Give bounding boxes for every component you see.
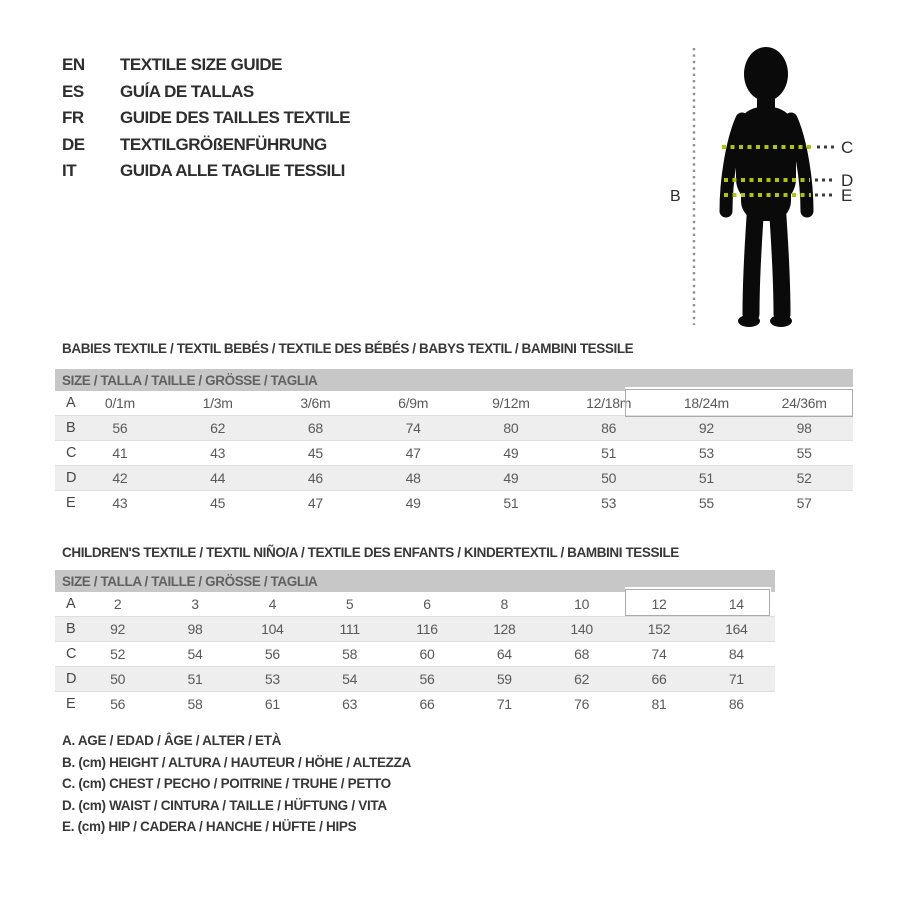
table-cell: 51 xyxy=(503,495,519,511)
table-cell: 61 xyxy=(264,696,280,712)
table-cell: 12 xyxy=(651,596,667,612)
language-title: TEXTILE SIZE GUIDE xyxy=(120,55,282,75)
table-cell: 50 xyxy=(110,671,126,687)
list-item xyxy=(62,52,350,79)
legend-line-height: B. (cm) HEIGHT / ALTURA / HAUTEUR / HÖHE / ALTEZZA xyxy=(62,754,411,770)
table-cell: 4 xyxy=(268,596,277,612)
table-cell: 52 xyxy=(796,470,812,486)
table-cell: 104 xyxy=(261,621,284,637)
table-cell: 86 xyxy=(601,420,617,436)
table-row xyxy=(55,642,775,667)
table-cell: 81 xyxy=(651,696,667,712)
list-item xyxy=(62,105,350,132)
table-row xyxy=(55,491,853,516)
table-cell: 62 xyxy=(210,420,226,436)
table-cell: 56 xyxy=(419,671,435,687)
table-cell: 42 xyxy=(112,470,128,486)
table-cell: 164 xyxy=(725,621,748,637)
row-letter: C xyxy=(66,445,77,461)
list-item xyxy=(62,132,350,159)
waist-label: D xyxy=(841,171,854,190)
table-row xyxy=(55,667,775,692)
table-cell: 43 xyxy=(210,445,226,461)
table-cell: 49 xyxy=(503,445,519,461)
table-cell: 57 xyxy=(796,495,812,511)
table-cell: 58 xyxy=(187,696,203,712)
children-section-title: CHILDREN'S TEXTILE / TEXTIL NIÑO/A / TEXTILE DES ENFANTS / KINDERTEXTIL / BAMBINI TESSILE xyxy=(62,545,679,560)
table-cell: 111 xyxy=(339,621,360,637)
table-cell: 68 xyxy=(574,646,590,662)
table-row xyxy=(55,617,775,642)
language-title: GUÍA DE TALLAS xyxy=(120,81,254,101)
table-cell: 2 xyxy=(113,596,122,612)
table-cell: 14 xyxy=(728,596,744,612)
row-letter: E xyxy=(66,696,76,712)
measurement-legend xyxy=(62,733,411,841)
table-cell: 63 xyxy=(342,696,358,712)
table-cell: 98 xyxy=(187,621,203,637)
table-cell: 49 xyxy=(405,495,421,511)
table-cell: 45 xyxy=(307,445,323,461)
table-cell: 64 xyxy=(496,646,512,662)
row-letter: D xyxy=(66,470,77,486)
language-code: ES xyxy=(62,81,84,101)
row-letter: A xyxy=(66,596,76,612)
table-cell: 74 xyxy=(405,420,421,436)
language-code: FR xyxy=(62,108,84,128)
table-cell: 52 xyxy=(110,646,126,662)
table-cell: 116 xyxy=(416,621,438,637)
table-cell: 74 xyxy=(651,646,667,662)
table-row xyxy=(55,466,853,491)
table-cell: 50 xyxy=(601,470,617,486)
table-cell: 51 xyxy=(698,470,714,486)
row-letter: C xyxy=(66,646,77,662)
table-cell: 56 xyxy=(110,696,126,712)
size-header-label: SIZE / TALLA / TAILLE / GRÖSSE / TAGLIA xyxy=(62,573,318,589)
table-cell: 18/24m xyxy=(683,395,729,411)
row-letter: B xyxy=(66,420,76,436)
list-item xyxy=(62,79,350,106)
table-cell: 49 xyxy=(503,470,519,486)
table-cell: 47 xyxy=(405,445,421,461)
legend-line-hip: E. (cm) HIP / CADERA / HANCHE / HÜFTE / HIPS xyxy=(62,819,357,834)
language-code: EN xyxy=(62,55,85,75)
table-cell: 68 xyxy=(307,420,323,436)
table-cell: 80 xyxy=(503,420,519,436)
babies-section-title: BABIES TEXTILE / TEXTIL BEBÉS / TEXTILE DES BÉBÉS / BABYS TEXTIL / BAMBINI TESSILE xyxy=(62,341,634,356)
table-cell: 6/9m xyxy=(398,395,429,411)
child-measurement-diagram xyxy=(660,35,875,335)
table-cell: 53 xyxy=(601,495,617,511)
table-cell: 46 xyxy=(307,470,323,486)
table-cell: 12/18m xyxy=(586,395,632,411)
table-cell: 10 xyxy=(574,596,590,612)
table-cell: 71 xyxy=(496,696,512,712)
table-cell: 66 xyxy=(419,696,435,712)
table-cell: 152 xyxy=(647,621,671,637)
table-cell: 6 xyxy=(423,596,431,612)
language-title: GUIDE DES TAILLES TEXTILE xyxy=(120,108,350,128)
table-row xyxy=(55,416,853,441)
table-cell: 3 xyxy=(191,596,199,612)
table-cell: 1/3m xyxy=(202,395,233,411)
babies-highlight-box xyxy=(625,389,853,417)
table-cell: 128 xyxy=(493,621,516,637)
height-label: B xyxy=(670,188,681,205)
size-header-label: SIZE / TALLA / TAILLE / GRÖSSE / TAGLIA xyxy=(62,372,318,388)
table-cell: 43 xyxy=(112,495,128,511)
table-cell: 51 xyxy=(187,671,203,687)
table-cell: 54 xyxy=(187,646,203,662)
table-cell: 24/36m xyxy=(781,395,827,411)
table-cell: 66 xyxy=(651,671,667,687)
table-cell: 86 xyxy=(728,696,744,712)
table-row xyxy=(55,441,853,466)
legend-line-chest: C. (cm) CHEST / PECHO / POITRINE / TRUHE / PETTO xyxy=(62,776,391,791)
table-cell: 56 xyxy=(112,420,128,436)
table-cell: 45 xyxy=(210,495,226,511)
chest-label: C xyxy=(841,138,854,157)
table-cell: 3/6m xyxy=(300,395,331,411)
row-letter: E xyxy=(66,495,76,511)
table-cell: 5 xyxy=(345,596,354,612)
legend-line-age: A. AGE / EDAD / ÂGE / ALTER / ETÀ xyxy=(62,733,282,748)
language-title: TEXTILGRÖßENFÜHRUNG xyxy=(120,134,327,154)
table-cell: 53 xyxy=(264,671,280,687)
table-cell: 41 xyxy=(112,445,128,461)
language-code: DE xyxy=(62,134,85,154)
row-letter: D xyxy=(66,671,77,687)
table-cell: 51 xyxy=(601,445,617,461)
table-cell: 48 xyxy=(405,470,421,486)
table-cell: 55 xyxy=(698,495,714,511)
table-row xyxy=(55,692,775,717)
table-cell: 59 xyxy=(496,671,512,687)
table-cell: 92 xyxy=(110,621,126,637)
language-title: GUIDA ALLE TAGLIE TESSILI xyxy=(120,161,345,181)
table-cell: 9/12m xyxy=(492,395,530,411)
table-cell: 58 xyxy=(342,646,358,662)
table-cell: 60 xyxy=(419,646,435,662)
table-cell: 62 xyxy=(574,671,590,687)
table-cell: 84 xyxy=(728,646,744,662)
table-cell: 140 xyxy=(570,621,593,637)
children-highlight-box xyxy=(625,589,770,616)
table-cell: 53 xyxy=(698,445,714,461)
table-cell: 98 xyxy=(796,420,812,436)
table-cell: 71 xyxy=(728,671,744,687)
child-silhouette-icon xyxy=(726,47,807,327)
table-cell: 55 xyxy=(796,445,812,461)
language-title-list xyxy=(62,52,350,185)
legend-line-waist: D. (cm) WAIST / CINTURA / TAILLE / HÜFTUNG / VITA xyxy=(62,797,387,813)
language-code: IT xyxy=(62,161,77,181)
list-item xyxy=(62,158,350,185)
row-letter: B xyxy=(66,621,76,637)
table-cell: 92 xyxy=(698,420,714,436)
table-cell: 76 xyxy=(574,696,590,712)
row-letter: A xyxy=(66,395,76,411)
hip-label: E xyxy=(841,186,853,205)
table-cell: 0/1m xyxy=(104,395,135,411)
table-cell: 44 xyxy=(210,470,226,486)
table-cell: 8 xyxy=(500,596,509,612)
table-cell: 54 xyxy=(342,671,358,687)
table-cell: 56 xyxy=(264,646,280,662)
table-cell: 47 xyxy=(307,495,323,511)
